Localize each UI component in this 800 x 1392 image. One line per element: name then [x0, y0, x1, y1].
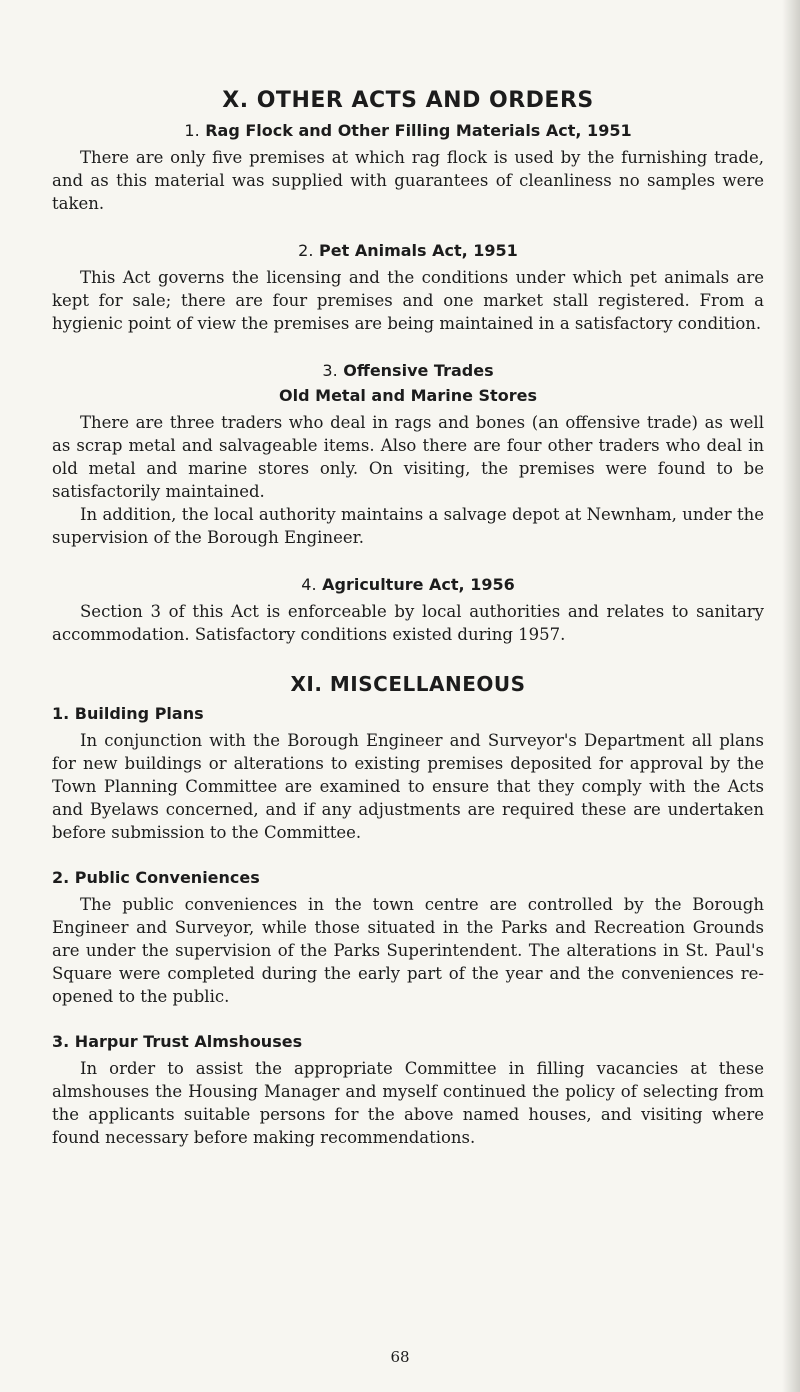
section-x-item-3	[52, 361, 764, 549]
section-xi-item-3	[52, 1032, 764, 1149]
item-number: 2.	[298, 241, 314, 260]
item-title: Rag Flock and Other Filling Materials Act, 1951	[205, 121, 632, 140]
paragraph: In addition, the local authority maintains a salvage depot at Newnham, under the supervision of the Borough Engineer.	[52, 505, 764, 547]
section-x-title: X. OTHER ACTS AND ORDERS	[222, 88, 594, 113]
section-x-item-4	[52, 575, 764, 646]
paragraph: Section 3 of this Act is enforceable by local authorities and relates to sanitary accommodation. Satisfactory conditions existed during 1957.	[52, 602, 764, 644]
item-number: 3.	[322, 361, 338, 380]
item-heading	[52, 121, 764, 140]
item-heading	[52, 241, 764, 260]
section-x-item-2	[52, 241, 764, 335]
section-xi-item-2	[52, 868, 764, 1008]
page-number: 68	[390, 1348, 410, 1366]
item-heading	[52, 1032, 764, 1051]
paragraph: The public conveniences in the town centre are controlled by the Borough Engineer and Surveyor, while those situated in the Parks and Recreation Grounds are under the supervision of the Parks Superintendent. The alterations in St. Paul's Square were completed during the early part of the year and the conveniences re-opened to the public.	[52, 895, 764, 1006]
item-heading	[52, 361, 764, 380]
item-number: 3.	[52, 1032, 70, 1051]
item-title: Offensive Trades	[343, 361, 494, 380]
paragraph: In order to assist the appropriate Committee in filling vacancies at these almshouses the Housing Manager and myself continued the policy of selecting from the applicants suitable persons for the above named houses, and visiting where found necessary before making recommendations.	[52, 1059, 764, 1147]
paragraph: There are three traders who deal in rags and bones (an offensive trade) as well as scrap metal and salvageable items. Also there are four other traders who deal in old metal and marine stores only. On visiting, the premises were found to be satisfactorily maintained.	[52, 413, 764, 501]
item-heading	[52, 868, 764, 887]
paragraph: In conjunction with the Borough Engineer and Surveyor's Department all plans for new buildings or alterations to existing premises deposited for approval by the Town Planning Committee are examined to ensure that they comply with the Acts and Byelaws concerned, and if any adjustments are required these are undertaken before submission to the Committee.	[52, 731, 764, 842]
item-number: 1.	[184, 121, 200, 140]
item-heading	[52, 575, 764, 594]
paragraph: This Act governs the licensing and the conditions under which pet animals are kept for sale; there are four premises and one market stall registered. From a hygienic point of view the premises are being maintained in a satisfactory condition.	[52, 268, 764, 333]
section-xi-item-1	[52, 704, 764, 844]
page-edge-shadow	[782, 0, 800, 1392]
item-title: Harpur Trust Almshouses	[74, 1032, 303, 1051]
item-number: 4.	[301, 575, 317, 594]
item-title: Public Conveniences	[74, 868, 260, 887]
item-number: 1.	[52, 704, 70, 723]
item-subheading: Old Metal and Marine Stores	[279, 386, 537, 405]
item-title: Building Plans	[74, 704, 204, 723]
item-number: 2.	[52, 868, 70, 887]
section-xi-title: XI. MISCELLANEOUS	[290, 672, 526, 696]
item-title: Pet Animals Act, 1951	[319, 241, 518, 260]
item-title: Agriculture Act, 1956	[322, 575, 515, 594]
item-heading	[52, 704, 764, 723]
section-x-item-1	[52, 121, 764, 215]
document-page	[52, 88, 764, 1173]
paragraph: There are only five premises at which rag flock is used by the furnishing trade, and as this material was supplied with guarantees of cleanliness no samples were taken.	[52, 148, 764, 213]
